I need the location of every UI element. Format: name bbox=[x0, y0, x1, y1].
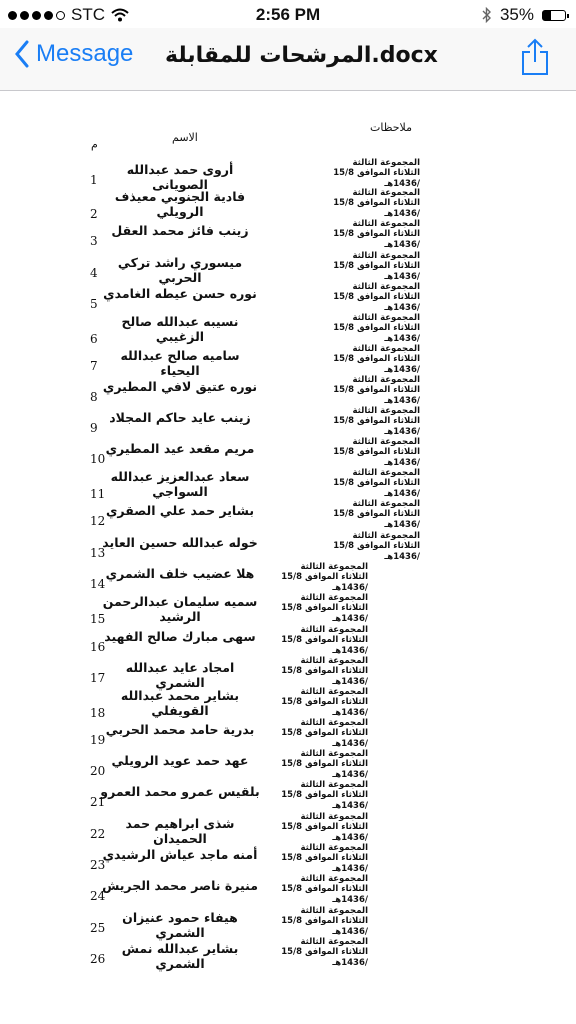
row-note-date: الثلاثاء الموافق 15/8 /1436هـ bbox=[333, 168, 420, 189]
row-number: 17 bbox=[90, 671, 106, 685]
row-note-group: المجموعة الثالثة bbox=[300, 906, 368, 916]
back-button[interactable] bbox=[14, 40, 133, 68]
table-row bbox=[0, 406, 576, 439]
back-label: Message bbox=[36, 40, 134, 67]
row-note-date: الثلاثاء الموافق 15/8 /1436هـ bbox=[281, 635, 368, 656]
row-number: 13 bbox=[90, 546, 106, 560]
row-note-group: المجموعة الثالثة bbox=[300, 656, 368, 666]
row-number: 14 bbox=[90, 577, 106, 591]
row-note-group: المجموعة الثالثة bbox=[300, 593, 368, 603]
table-row bbox=[0, 437, 576, 470]
table-row bbox=[0, 344, 576, 378]
candidate-name: خوله عبدالله حسين العايد bbox=[102, 535, 258, 550]
header-number: م bbox=[91, 138, 98, 151]
candidate-name: أروى حمد عبدالله الصويانى bbox=[126, 162, 234, 192]
row-note-date: الثلاثاء الموافق 15/8 /1436هـ bbox=[333, 261, 420, 282]
candidate-name: سهى مبارك صالح الفهيد bbox=[104, 629, 256, 644]
battery-percent: 35% bbox=[499, 5, 534, 24]
candidate-name: هيفاء حمود عنيزان الشمري bbox=[122, 910, 238, 940]
row-note-group: المجموعة الثالثة bbox=[352, 468, 420, 478]
row-note-group: المجموعة الثالثة bbox=[352, 251, 420, 261]
row-note-group: المجموعة الثالثة bbox=[352, 282, 420, 292]
candidate-name: فادية الجنوبي معيذف الرويلي bbox=[114, 189, 246, 219]
table-row bbox=[0, 158, 576, 192]
table-row bbox=[0, 812, 576, 846]
row-note-group: المجموعة الثالثة bbox=[352, 344, 420, 354]
candidate-name: بلقيس عمرو محمد العمرو bbox=[100, 784, 260, 799]
status-right bbox=[482, 5, 566, 25]
row-note-group: المجموعة الثالثة bbox=[300, 625, 368, 635]
row-number: 3 bbox=[90, 234, 98, 248]
candidate-name: نوره حسن عيطه الغامدي bbox=[103, 286, 257, 301]
row-number: 10 bbox=[90, 452, 106, 466]
table-row bbox=[0, 499, 576, 532]
candidate-name: بشاير محمد عبدالله القويفلي bbox=[120, 688, 240, 718]
candidate-name: مريم مقعد عيد المطيري bbox=[105, 441, 255, 456]
row-number: 5 bbox=[90, 297, 98, 311]
table-row bbox=[0, 593, 576, 626]
row-note-group: المجموعة الثالثة bbox=[352, 313, 420, 323]
row-number: 9 bbox=[90, 421, 98, 435]
table-row bbox=[0, 937, 576, 971]
candidate-name: ساميه صالح عبدالله اليحياء bbox=[120, 348, 240, 378]
share-icon bbox=[520, 38, 550, 76]
row-number: 2 bbox=[90, 207, 98, 221]
row-note-group: المجموعة الثالثة bbox=[300, 749, 368, 759]
row-note-group: المجموعة الثالثة bbox=[352, 188, 420, 198]
row-note-date: الثلاثاء الموافق 15/8 /1436هـ bbox=[281, 884, 368, 905]
row-note-group: المجموعة الثالثة bbox=[352, 437, 420, 447]
row-note-group: المجموعة الثالثة bbox=[300, 843, 368, 853]
row-note-date: الثلاثاء الموافق 15/8 /1436هـ bbox=[333, 229, 420, 250]
row-number: 15 bbox=[90, 612, 106, 626]
candidate-name: سعاد عبدالعزيز عبدالله السواجي bbox=[110, 469, 250, 499]
candidate-name: نسيبه عبدالله صالح الزغيبي bbox=[121, 314, 239, 344]
row-number: 16 bbox=[90, 640, 106, 654]
row-note-date: الثلاثاء الموافق 15/8 /1436هـ bbox=[333, 509, 420, 530]
row-note-date: الثلاثاء الموافق 15/8 /1436هـ bbox=[281, 759, 368, 780]
row-number: 8 bbox=[90, 390, 98, 404]
table-row bbox=[0, 562, 576, 595]
row-note-group: المجموعة الثالثة bbox=[300, 718, 368, 728]
row-note-date: الثلاثاء الموافق 15/8 /1436هـ bbox=[281, 822, 368, 843]
battery-icon bbox=[542, 10, 566, 21]
table-row bbox=[0, 843, 576, 876]
table-row bbox=[0, 780, 576, 813]
table-row bbox=[0, 625, 576, 658]
candidate-name: عهد حمد عويد الرويلي bbox=[111, 753, 249, 768]
row-note-date: الثلاثاء الموافق 15/8 /1436هـ bbox=[333, 447, 420, 468]
candidate-name: بشاير حمد علي الصقري bbox=[105, 503, 255, 518]
clock: 2:56 PM bbox=[255, 5, 321, 24]
table-row bbox=[0, 251, 576, 285]
row-note-date: الثلاثاء الموافق 15/8 /1436هـ bbox=[333, 416, 420, 437]
table-row bbox=[0, 531, 576, 564]
table-row bbox=[0, 313, 576, 346]
row-note-group: المجموعة الثالثة bbox=[300, 687, 368, 697]
row-note-group: المجموعة الثالثة bbox=[352, 499, 420, 509]
candidate-name: بشاير عبدالله نمش الشمري bbox=[121, 941, 239, 971]
row-note-date: الثلاثاء الموافق 15/8 /1436هـ bbox=[333, 354, 420, 375]
row-note-group: المجموعة الثالثة bbox=[300, 812, 368, 822]
table-row bbox=[0, 718, 576, 751]
row-note-group: المجموعة الثالثة bbox=[300, 562, 368, 572]
navigation-bar bbox=[0, 28, 576, 91]
candidate-name: ميسوري راشد تركي الحربي bbox=[117, 255, 243, 285]
row-note-date: الثلاثاء الموافق 15/8 /1436هـ bbox=[333, 385, 420, 406]
table-row bbox=[0, 749, 576, 782]
chevron-left-icon bbox=[14, 40, 30, 68]
candidate-name: امجاد عايد عبدالله الشمري bbox=[125, 660, 235, 690]
row-number: 26 bbox=[90, 952, 106, 966]
header-notes: ملاحظات bbox=[370, 121, 412, 134]
document-page[interactable] bbox=[0, 91, 576, 1024]
row-number: 1 bbox=[90, 173, 98, 187]
row-note-date: الثلاثاء الموافق 15/8 /1436هـ bbox=[333, 292, 420, 313]
bluetooth-icon bbox=[482, 7, 492, 23]
row-number: 22 bbox=[90, 827, 106, 841]
row-number: 6 bbox=[90, 332, 98, 346]
row-note-group: المجموعة الثالثة bbox=[352, 158, 420, 168]
table-row bbox=[0, 188, 576, 221]
row-note-group: المجموعة الثالثة bbox=[300, 874, 368, 884]
row-note-group: المجموعة الثالثة bbox=[300, 780, 368, 790]
candidate-name: سميه سليمان عبدالرحمن الرشيد bbox=[102, 594, 258, 624]
row-note-date: الثلاثاء الموافق 15/8 /1436هـ bbox=[281, 697, 368, 718]
table-row bbox=[0, 906, 576, 940]
row-note-date: الثلاثاء الموافق 15/8 /1436هـ bbox=[281, 572, 368, 593]
row-note-group: المجموعة الثالثة bbox=[300, 937, 368, 947]
carrier-label: STC bbox=[71, 5, 105, 24]
candidate-name: أمنه ماجد عياش الرشيدي bbox=[102, 847, 258, 862]
candidate-name: زينب فائز محمد العقل bbox=[111, 223, 249, 238]
row-number: 12 bbox=[90, 514, 106, 528]
row-note-date: الثلاثاء الموافق 15/8 /1436هـ bbox=[281, 666, 368, 687]
table-row bbox=[0, 468, 576, 501]
row-number: 7 bbox=[90, 359, 98, 373]
candidate-name: منيرة ناصر محمد الجريش bbox=[102, 878, 258, 893]
row-note-date: الثلاثاء الموافق 15/8 /1436هـ bbox=[281, 790, 368, 811]
status-bar bbox=[0, 0, 576, 28]
row-note-date: الثلاثاء الموافق 15/8 /1436هـ bbox=[333, 323, 420, 344]
candidate-name: هلا عضيب خلف الشمري bbox=[105, 566, 255, 581]
candidate-name: زينب عايد حاكم المجلاد bbox=[109, 410, 251, 425]
table-row bbox=[0, 282, 576, 315]
row-note-date: الثلاثاء الموافق 15/8 /1436هـ bbox=[281, 603, 368, 624]
row-note-date: الثلاثاء الموافق 15/8 /1436هـ bbox=[281, 728, 368, 749]
candidate-name: شذى ابراهيم حمد الحميدان bbox=[125, 816, 235, 846]
table-row bbox=[0, 656, 576, 690]
row-note-date: الثلاثاء الموافق 15/8 /1436هـ bbox=[333, 541, 420, 562]
share-button[interactable] bbox=[520, 38, 550, 80]
header-name: الاسم bbox=[172, 131, 198, 144]
row-note-date: الثلاثاء الموافق 15/8 /1436هـ bbox=[333, 478, 420, 499]
row-number: 21 bbox=[90, 795, 106, 809]
row-number: 24 bbox=[90, 889, 106, 903]
row-note-date: الثلاثاء الموافق 15/8 /1436هـ bbox=[281, 947, 368, 968]
table-row bbox=[0, 874, 576, 907]
row-number: 20 bbox=[90, 764, 106, 778]
row-note-group: المجموعة الثالثة bbox=[352, 531, 420, 541]
document-title: المرشحات للمقابلة.docx bbox=[165, 43, 438, 68]
row-number: 4 bbox=[90, 266, 98, 280]
row-note-date: الثلاثاء الموافق 15/8 /1436هـ bbox=[333, 198, 420, 219]
row-number: 18 bbox=[90, 706, 106, 720]
row-note-group: المجموعة الثالثة bbox=[352, 406, 420, 416]
table-row bbox=[0, 219, 576, 252]
row-number: 19 bbox=[90, 733, 106, 747]
table-row bbox=[0, 687, 576, 720]
row-number: 11 bbox=[90, 487, 106, 501]
candidate-name: نوره عتيق لافي المطيري bbox=[102, 379, 258, 394]
table-row bbox=[0, 375, 576, 408]
row-note-date: الثلاثاء الموافق 15/8 /1436هـ bbox=[281, 916, 368, 937]
row-note-group: المجموعة الثالثة bbox=[352, 375, 420, 385]
row-note-group: المجموعة الثالثة bbox=[352, 219, 420, 229]
row-note-date: الثلاثاء الموافق 15/8 /1436هـ bbox=[281, 853, 368, 874]
row-number: 23 bbox=[90, 858, 106, 872]
candidate-name: بدرية حامد محمد الحربي bbox=[105, 722, 255, 737]
row-number: 25 bbox=[90, 921, 106, 935]
